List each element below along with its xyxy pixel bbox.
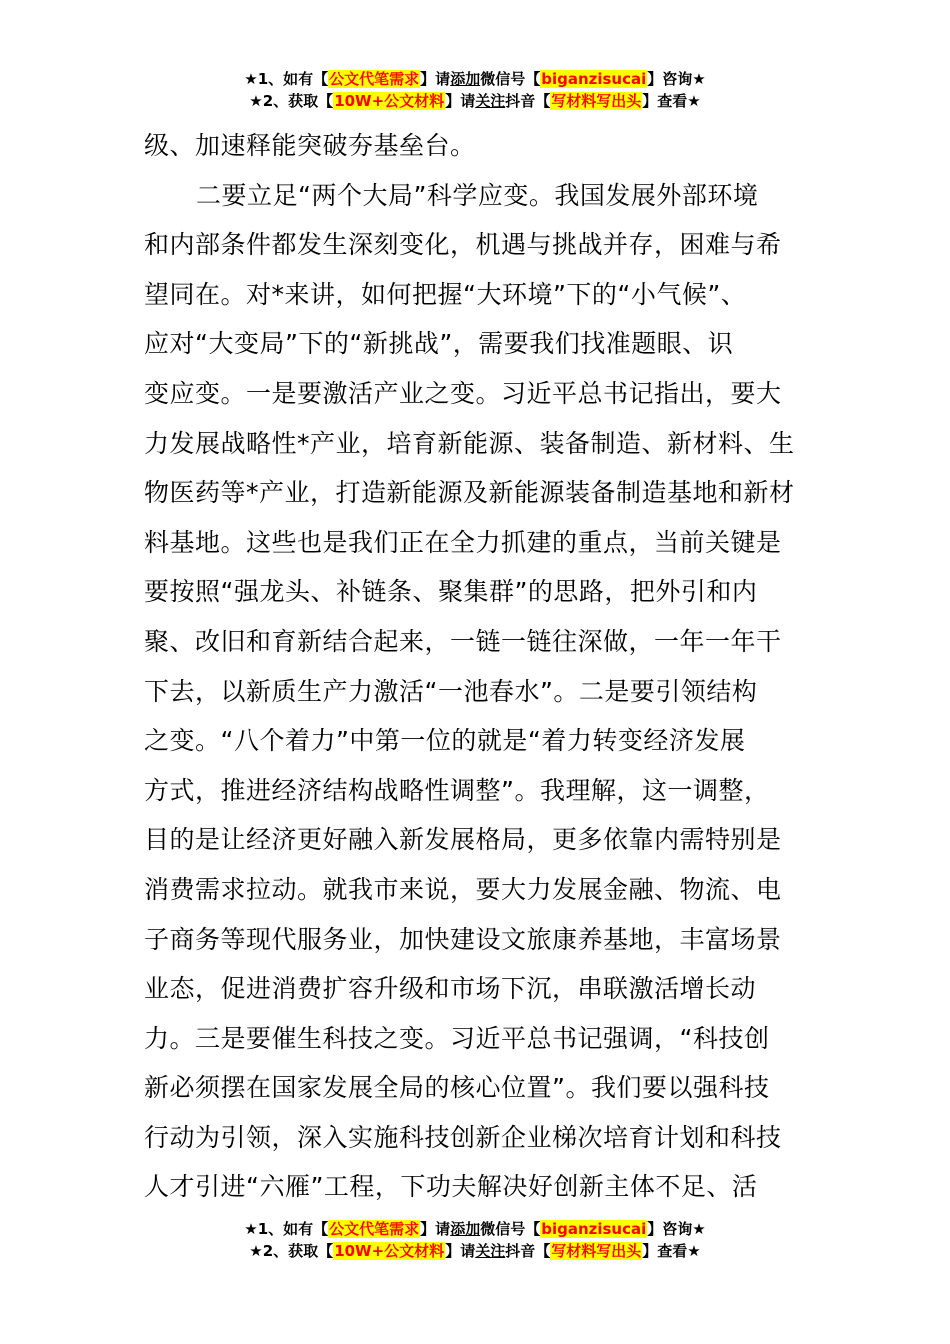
- promo-text: 微信号【: [480, 1220, 541, 1238]
- promo-highlight-wechat-id: biganzisucai: [541, 70, 647, 88]
- promo-text: 】咨询★: [647, 70, 706, 88]
- body-line: 物医药等*产业，打造新能源及新能源装备制造基地和新材: [144, 478, 795, 508]
- body-line: 下去，以新质生产力激活“一池春水”。二是要引领结构: [144, 676, 758, 706]
- body-line: 消费需求拉动。就我市来说，要大力发展金融、物流、电: [144, 874, 782, 904]
- body-line: 人才引进“六雁”工程，下功夫解决好创新主体不足、活: [144, 1172, 758, 1202]
- promo-text: 】咨询★: [647, 1220, 706, 1238]
- body-line: 力。三是要催生科技之变。习近平总书记强调，“科技创: [144, 1023, 770, 1053]
- body-line: 行动为引领，深入实施科技创新企业梯次培育计划和科技: [144, 1122, 782, 1152]
- body-line: 子商务等现代服务业，加快建设文旅康养基地，丰富场景: [144, 924, 782, 954]
- body-line: 要按照“强龙头、补链条、聚集群”的思路，把外引和内: [144, 577, 758, 607]
- promo-text: ★1、如有【: [244, 1220, 329, 1238]
- promo-line-2: [0, 1240, 950, 1262]
- promo-highlight: 公文代笔需求: [329, 70, 420, 88]
- promo-text: ★2、获取【: [249, 92, 334, 110]
- promo-text: 微信号【: [480, 70, 541, 88]
- promo-highlight: 公文代笔需求: [329, 1220, 420, 1238]
- promo-line-2: [0, 90, 950, 112]
- promo-underlined: 添加: [450, 70, 481, 88]
- promo-text: 】查看★: [642, 92, 701, 110]
- body-line: 聚、改旧和育新结合起来，一链一链往深做，一年一年干: [144, 626, 782, 656]
- body-line: 力发展战略性*产业，培育新能源、装备制造、新材料、生: [144, 428, 795, 458]
- promo-text: 抖音【: [505, 92, 551, 110]
- footer-promo-banner: [0, 1218, 950, 1262]
- promo-highlight-douyin-id: 写材料写出头: [551, 92, 642, 110]
- body-line: 应对“大变局”下的“新挑战”，需要我们找准题眼、识: [144, 329, 734, 359]
- promo-text: 】查看★: [642, 1242, 701, 1260]
- promo-text: ★1、如有【: [244, 70, 329, 88]
- promo-text: 抖音【: [505, 1242, 551, 1260]
- body-line: 目的是让经济更好融入新发展格局，更多依靠内需特别是: [144, 825, 782, 855]
- body-line: 级、加速释能突破夯基垒台。: [144, 131, 476, 160]
- promo-underlined: 添加: [450, 1220, 481, 1238]
- body-line-paragraph-start: 二要立足“两个大局”科学应变。我国发展外部环境: [196, 180, 759, 210]
- promo-highlight: 10W+公文材料: [334, 92, 445, 110]
- promo-line-1: [0, 68, 950, 90]
- promo-text: 】请: [420, 1220, 451, 1238]
- promo-text: ★2、获取【: [249, 1242, 334, 1260]
- document-body: [144, 121, 808, 1212]
- body-line: 望同在。对*来讲，如何把握“大环境”下的“小气候”、: [144, 279, 747, 309]
- promo-highlight: 10W+公文材料: [334, 1242, 445, 1260]
- promo-text: 】请: [420, 70, 451, 88]
- promo-underlined: 关注: [475, 92, 506, 110]
- body-line: 新必须摆在国家发展全局的核心位置”。我们要以强科技: [144, 1073, 770, 1103]
- promo-highlight-wechat-id: biganzisucai: [541, 1220, 647, 1238]
- body-line: 业态，促进消费扩容升级和市场下沉，串联激活增长动: [144, 974, 757, 1004]
- body-line: 方式，推进经济结构战略性调整”。我理解，这一调整，: [144, 775, 770, 805]
- promo-line-1: [0, 1218, 950, 1240]
- promo-highlight-douyin-id: 写材料写出头: [551, 1242, 642, 1260]
- promo-text: 】请: [445, 1242, 476, 1260]
- body-line: 料基地。这些也是我们正在全力抓建的重点，当前关键是: [144, 527, 782, 557]
- body-line: 之变。“八个着力”中第一位的就是“着力转变经济发展: [144, 726, 746, 756]
- header-promo-banner: [0, 68, 950, 112]
- promo-text: 】请: [445, 92, 476, 110]
- body-line: 和内部条件都发生深刻变化，机遇与挑战并存，困难与希: [144, 230, 782, 260]
- body-line: 变应变。一是要激活产业之变。习近平总书记指出，要大: [144, 378, 782, 408]
- promo-underlined: 关注: [475, 1242, 506, 1260]
